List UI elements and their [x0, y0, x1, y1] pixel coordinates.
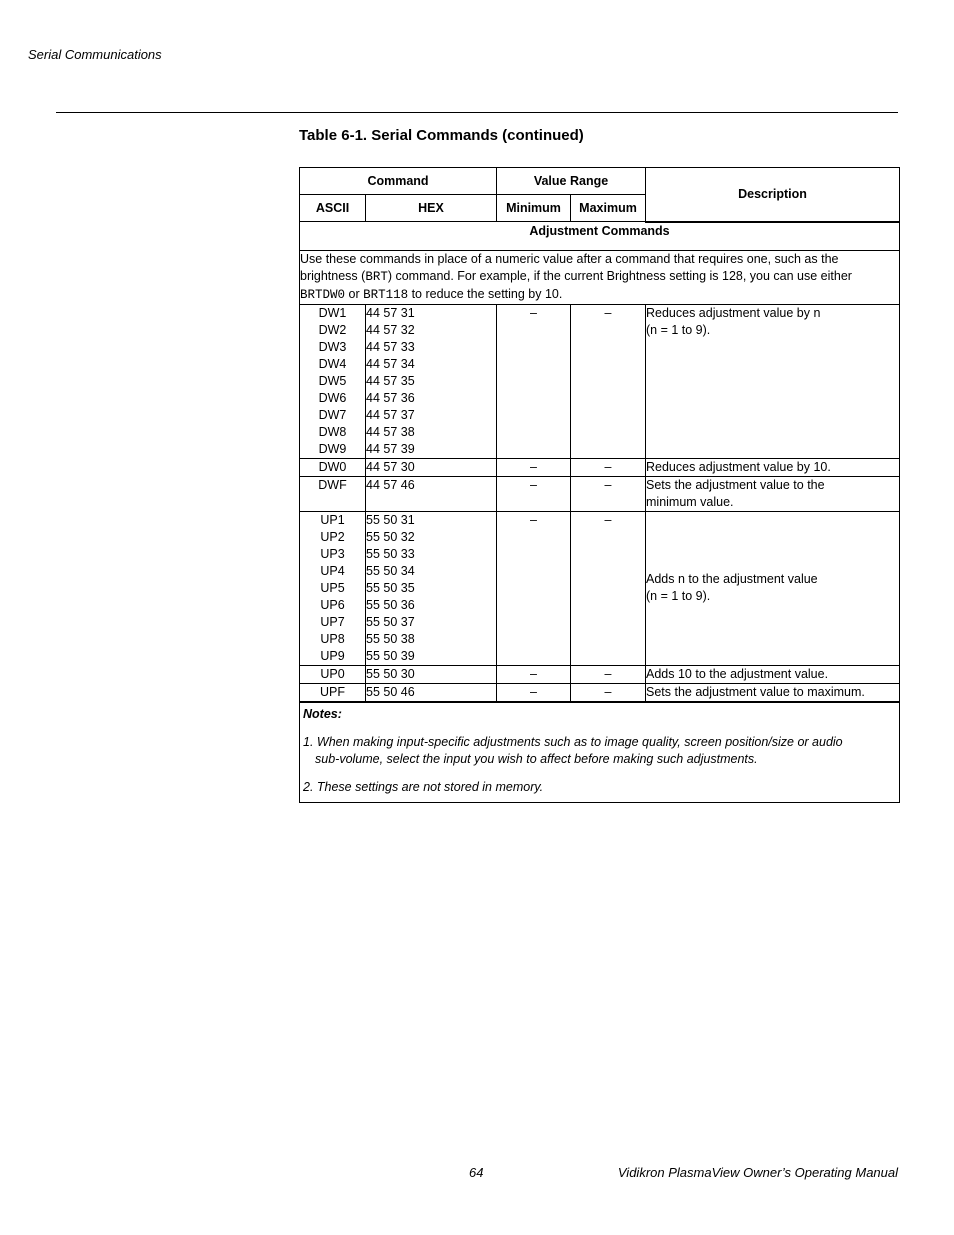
table-row [300, 665, 900, 683]
page-number: 64 [469, 1165, 484, 1180]
ascii-cell: UP0 [300, 665, 366, 683]
hex-cell: 55 50 46 [366, 683, 497, 702]
description-cell: Adds n to the adjustment value (n = 1 to 9). [646, 511, 900, 665]
minimum-cell: – [497, 476, 571, 511]
ascii-cell: UP1 UP2 UP3 UP4 UP5 UP6 UP7 UP8 UP9 [300, 511, 366, 665]
description-cell: Reduces adjustment value by n (n = 1 to 9). [646, 304, 900, 458]
note-1: 1. When making input-specific adjustments such as to image quality, screen position/size or audio sub-volume, select the input you wish to affect before making such adjustments. [303, 734, 843, 766]
hex-cell: 44 57 30 [366, 458, 497, 476]
description-cell: Reduces adjustment value by 10. [646, 458, 900, 476]
value-range-header: Value Range [497, 168, 646, 195]
maximum-header: Maximum [571, 195, 646, 222]
note-2: 2. These settings are not stored in memory. [303, 779, 544, 794]
notes-title: Notes: [303, 706, 342, 721]
header-rule [56, 112, 898, 113]
maximum-cell: – [571, 458, 646, 476]
hex-cell: 44 57 31 44 57 32 44 57 33 44 57 34 44 57 35 44 57 36 44 57 37 44 57 38 44 57 39 [366, 304, 497, 458]
hex-cell: 55 50 30 [366, 665, 497, 683]
hex-header: HEX [366, 195, 497, 222]
table-title: Table 6-1. Serial Commands (continued) [299, 127, 584, 144]
table-row [300, 683, 900, 702]
running-head: Serial Communications [28, 47, 162, 62]
maximum-cell: – [571, 665, 646, 683]
description-cell: Adds 10 to the adjustment value. [646, 665, 900, 683]
minimum-cell: – [497, 665, 571, 683]
serial-commands-table [299, 167, 900, 803]
table-row [300, 476, 900, 511]
maximum-cell: – [571, 511, 646, 665]
table-row [300, 304, 900, 458]
minimum-cell: – [497, 304, 571, 458]
maximum-cell: – [571, 683, 646, 702]
ascii-header: ASCII [300, 195, 366, 222]
ascii-cell: DW1 DW2 DW3 DW4 DW5 DW6 DW7 DW8 DW9 [300, 304, 366, 458]
section-title: Adjustment Commands [300, 222, 900, 251]
table-row [300, 458, 900, 476]
manual-title: Vidikron PlasmaView Owner’s Operating Manual [617, 1165, 898, 1180]
hex-cell: 44 57 46 [366, 476, 497, 511]
hex-cell: 55 50 31 55 50 32 55 50 33 55 50 34 55 50 35 55 50 36 55 50 37 55 50 38 55 50 39 [366, 511, 497, 665]
notes-cell [300, 702, 900, 803]
command-header: Command [300, 168, 497, 195]
ascii-cell: DWF [300, 476, 366, 511]
description-cell: Sets the adjustment value to the minimum value. [646, 476, 900, 511]
maximum-cell: – [571, 476, 646, 511]
description-cell: Sets the adjustment value to maximum. [646, 683, 900, 702]
table-row [300, 511, 900, 665]
code-brt118: BRT118 [363, 287, 409, 302]
description-header: Description [646, 168, 900, 222]
ascii-cell: DW0 [300, 458, 366, 476]
code-brtdw0: BRTDW0 [300, 287, 346, 302]
code-brt: BRT [365, 269, 388, 284]
ascii-cell: UPF [300, 683, 366, 702]
maximum-cell: – [571, 304, 646, 458]
section-intro: Use these commands in place of a numeric value after a command that requires one, such as the brightness (BRT) command. For example, if the current Brightness setting is 128, you can use either BRTDW0 or BRT118 to reduce the setting by 10. [300, 250, 900, 304]
minimum-header: Minimum [497, 195, 571, 222]
minimum-cell: – [497, 511, 571, 665]
minimum-cell: – [497, 683, 571, 702]
minimum-cell: – [497, 458, 571, 476]
